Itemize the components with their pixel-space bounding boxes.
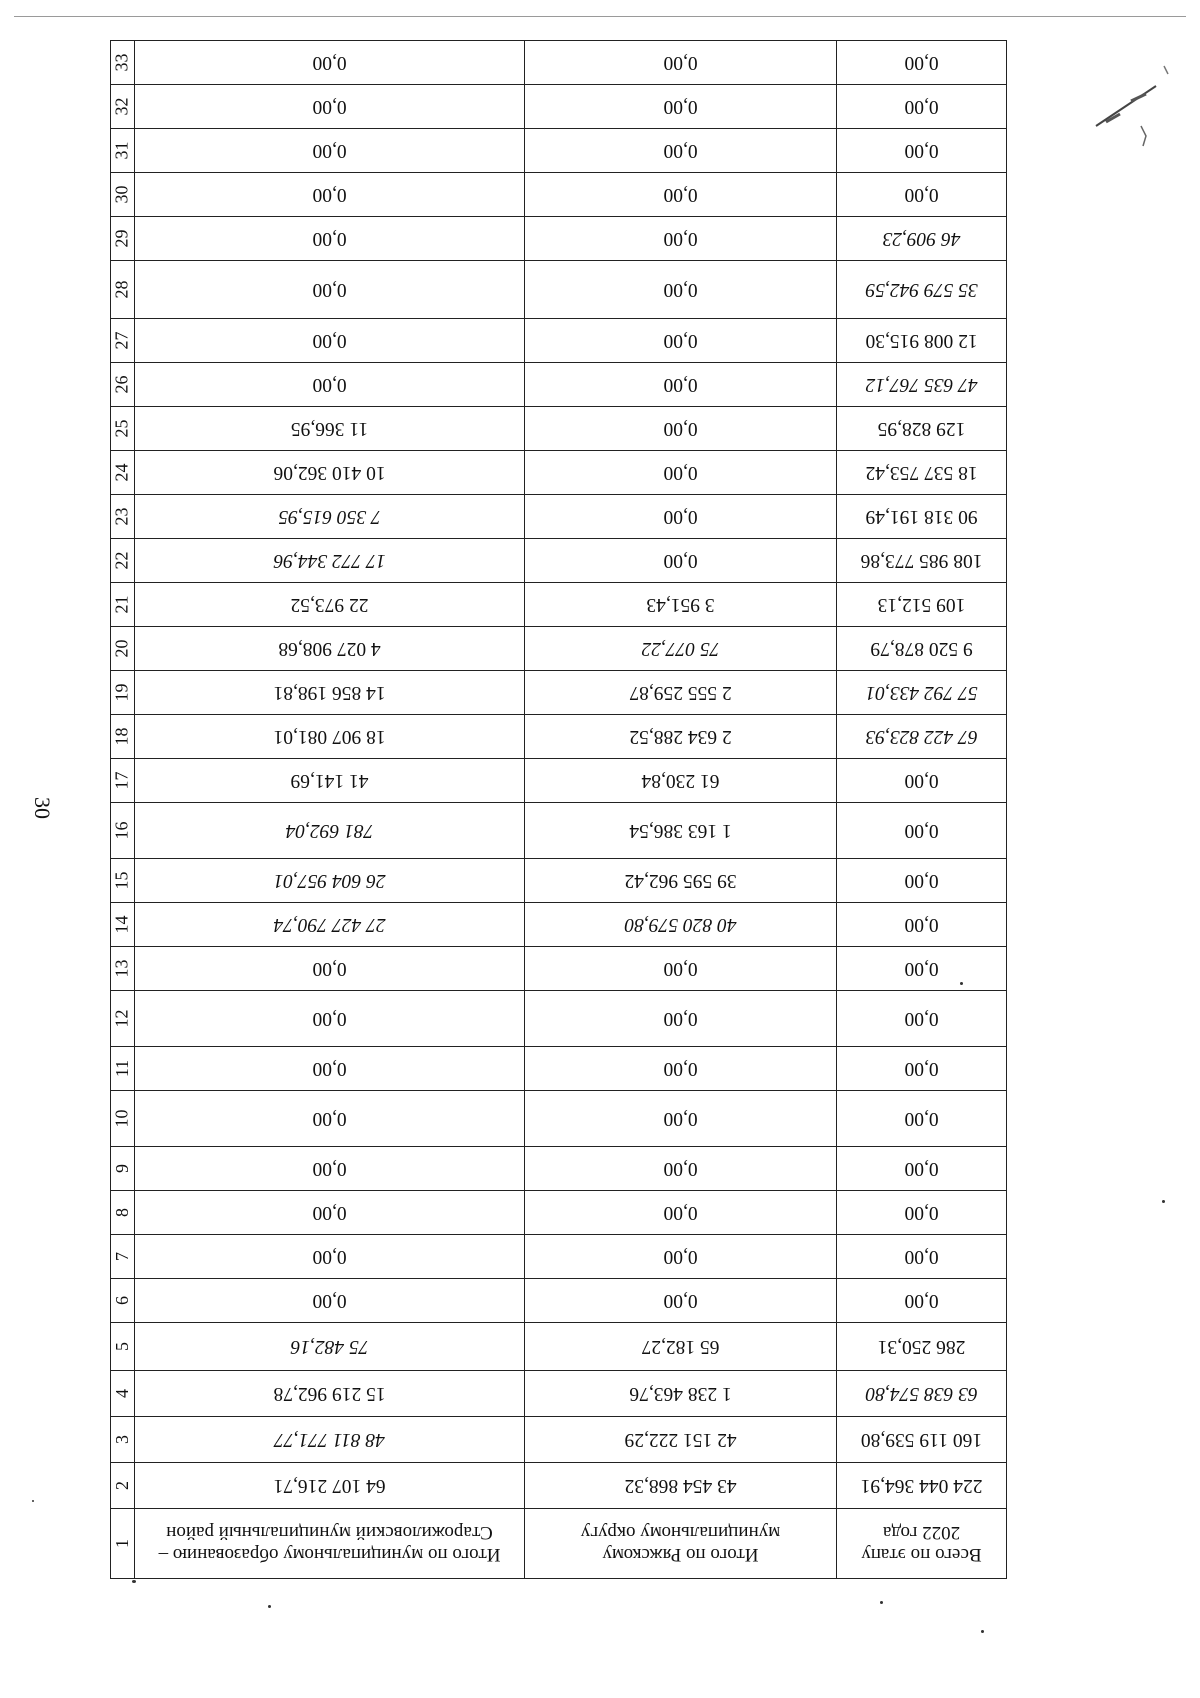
column-number-cell xyxy=(111,407,135,451)
table-row xyxy=(111,1147,1007,1191)
table-cell: 0,00 xyxy=(135,261,525,319)
column-number: 16 xyxy=(112,821,132,840)
column-header: Итого по Ряжскому муниципальному округу xyxy=(525,1509,837,1579)
table-row xyxy=(111,671,1007,715)
table-cell: 7 350 615,95 xyxy=(135,495,525,539)
table-cell: 48 811 771,77 xyxy=(135,1417,525,1463)
column-number-cell xyxy=(111,451,135,495)
table-cell: 1 163 386,54 xyxy=(525,803,837,859)
table-cell: 0,00 xyxy=(135,1047,525,1091)
table-cell: 0,00 xyxy=(837,1235,1007,1279)
table-cell: 0,00 xyxy=(135,1191,525,1235)
column-number-cell xyxy=(111,903,135,947)
column-number-cell xyxy=(111,991,135,1047)
header-row xyxy=(111,1509,1007,1579)
table-cell: 0,00 xyxy=(525,261,837,319)
table-cell: 0,00 xyxy=(525,1091,837,1147)
scan-scribble-mark xyxy=(1086,56,1176,166)
table-cell: 9 520 878,79 xyxy=(837,627,1007,671)
table-row xyxy=(111,41,1007,85)
column-number: 12 xyxy=(112,1009,132,1028)
table-cell: 65 182,27 xyxy=(525,1323,837,1371)
table-cell: 0,00 xyxy=(525,947,837,991)
table-cell: 47 635 767,12 xyxy=(837,363,1007,407)
table-cell: 0,00 xyxy=(525,1191,837,1235)
table-row xyxy=(111,407,1007,451)
column-number-cell xyxy=(111,539,135,583)
table-row xyxy=(111,1191,1007,1235)
column-number-cell xyxy=(111,1509,135,1579)
table-cell: 0,00 xyxy=(837,859,1007,903)
column-number: 25 xyxy=(112,419,132,438)
table-cell: 18 907 081,01 xyxy=(135,715,525,759)
column-number-cell xyxy=(111,173,135,217)
column-number-cell xyxy=(111,41,135,85)
table-cell: 61 230,84 xyxy=(525,759,837,803)
column-number-cell xyxy=(111,859,135,903)
column-number-cell xyxy=(111,1235,135,1279)
table-row xyxy=(111,1463,1007,1509)
table-cell: 4 027 908,68 xyxy=(135,627,525,671)
column-number-cell xyxy=(111,947,135,991)
column-number-cell xyxy=(111,1279,135,1323)
table-row xyxy=(111,759,1007,803)
column-number-cell xyxy=(111,1323,135,1371)
table-row xyxy=(111,451,1007,495)
table-cell: 3 951,43 xyxy=(525,583,837,627)
table-cell: 0,00 xyxy=(135,1235,525,1279)
table-cell: 0,00 xyxy=(525,41,837,85)
table-cell: 160 119 539,80 xyxy=(837,1417,1007,1463)
column-number-cell xyxy=(111,1463,135,1509)
column-number-cell xyxy=(111,129,135,173)
table-cell: 12 008 915,30 xyxy=(837,319,1007,363)
column-number: 2 xyxy=(112,1481,132,1490)
scan-speck xyxy=(960,982,963,985)
table-cell: 0,00 xyxy=(837,903,1007,947)
column-number: 27 xyxy=(112,331,132,350)
table-cell: 18 537 753,42 xyxy=(837,451,1007,495)
table-row xyxy=(111,173,1007,217)
table-cell: 0,00 xyxy=(525,451,837,495)
table-row xyxy=(111,715,1007,759)
table-cell: 0,00 xyxy=(135,85,525,129)
table-cell: 26 604 957,01 xyxy=(135,859,525,903)
table-row xyxy=(111,991,1007,1047)
table-cell: 43 454 868,32 xyxy=(525,1463,837,1509)
table-cell: 75 482,16 xyxy=(135,1323,525,1371)
table-cell: 108 985 773,86 xyxy=(837,539,1007,583)
table-row xyxy=(111,129,1007,173)
table-row xyxy=(111,495,1007,539)
table-cell: 0,00 xyxy=(837,1191,1007,1235)
table-cell: 0,00 xyxy=(525,85,837,129)
table-row xyxy=(111,1235,1007,1279)
table-cell: 0,00 xyxy=(837,41,1007,85)
table-cell: 75 077,22 xyxy=(525,627,837,671)
column-header: Итого по муниципальному образованию – Старожиловский муниципальный район xyxy=(135,1509,525,1579)
table-cell: 63 638 574,80 xyxy=(837,1371,1007,1417)
column-number: 18 xyxy=(112,727,132,746)
table-cell: 2 555 259,87 xyxy=(525,671,837,715)
column-number: 29 xyxy=(112,229,132,248)
column-number: 13 xyxy=(112,959,132,978)
column-number-cell xyxy=(111,1147,135,1191)
table-row xyxy=(111,947,1007,991)
table-cell: 0,00 xyxy=(525,173,837,217)
table-cell: 15 219 962,78 xyxy=(135,1371,525,1417)
column-number-cell xyxy=(111,1047,135,1091)
table-cell: 41 141,69 xyxy=(135,759,525,803)
table-cell: 0,00 xyxy=(525,363,837,407)
column-number-cell xyxy=(111,715,135,759)
table-row xyxy=(111,1417,1007,1463)
table-cell: 0,00 xyxy=(837,1147,1007,1191)
table-row xyxy=(111,261,1007,319)
scan-speck xyxy=(880,1601,883,1604)
table-row xyxy=(111,363,1007,407)
table-cell: 0,00 xyxy=(525,217,837,261)
column-number-cell xyxy=(111,1371,135,1417)
column-number-cell xyxy=(111,217,135,261)
column-number-cell xyxy=(111,803,135,859)
table-cell: 0,00 xyxy=(135,217,525,261)
table-row xyxy=(111,1323,1007,1371)
scan-speck xyxy=(981,1630,984,1633)
table-cell: 0,00 xyxy=(837,991,1007,1047)
table-cell: 781 692,04 xyxy=(135,803,525,859)
table-cell: 0,00 xyxy=(135,363,525,407)
column-number-cell xyxy=(111,583,135,627)
table-row xyxy=(111,583,1007,627)
column-number-cell xyxy=(111,1091,135,1147)
table-row xyxy=(111,859,1007,903)
column-number: 17 xyxy=(112,771,132,790)
table-row xyxy=(111,539,1007,583)
table-cell: 2 634 288,52 xyxy=(525,715,837,759)
table-row xyxy=(111,217,1007,261)
table-cell: 0,00 xyxy=(525,319,837,363)
column-number: 30 xyxy=(112,185,132,204)
table-cell: 0,00 xyxy=(837,759,1007,803)
column-number: 23 xyxy=(112,507,132,526)
table-cell: 90 318 191,49 xyxy=(837,495,1007,539)
table-cell: 0,00 xyxy=(837,129,1007,173)
table-cell: 0,00 xyxy=(837,1279,1007,1323)
table-cell: 0,00 xyxy=(837,1091,1007,1147)
column-number-cell xyxy=(111,759,135,803)
table-row xyxy=(111,1047,1007,1091)
table-cell: 0,00 xyxy=(135,319,525,363)
column-number: 31 xyxy=(112,141,132,160)
table-cell: 1 238 463,76 xyxy=(525,1371,837,1417)
column-number: 3 xyxy=(112,1435,132,1444)
table-cell: 64 107 216,71 xyxy=(135,1463,525,1509)
table-cell: 57 792 433,01 xyxy=(837,671,1007,715)
column-number: 15 xyxy=(112,871,132,890)
table-cell: 0,00 xyxy=(525,1235,837,1279)
column-number-cell xyxy=(111,1191,135,1235)
table-cell: 0,00 xyxy=(135,41,525,85)
table-cell: 224 044 364,91 xyxy=(837,1463,1007,1509)
column-number: 5 xyxy=(112,1342,132,1351)
column-number: 7 xyxy=(112,1252,132,1261)
table-cell: 0,00 xyxy=(135,129,525,173)
column-number-cell xyxy=(111,85,135,129)
table-cell: 286 250,31 xyxy=(837,1323,1007,1371)
table-cell: 0,00 xyxy=(135,1279,525,1323)
column-number: 21 xyxy=(112,595,132,614)
table-cell: 14 856 198,81 xyxy=(135,671,525,715)
table-row xyxy=(111,1091,1007,1147)
data-table xyxy=(110,40,1007,1579)
table-cell: 67 422 823,93 xyxy=(837,715,1007,759)
column-number-cell xyxy=(111,319,135,363)
table-cell: 0,00 xyxy=(837,803,1007,859)
table-cell: 0,00 xyxy=(525,1279,837,1323)
table-cell: 10 410 362,06 xyxy=(135,451,525,495)
table-cell: 0,00 xyxy=(525,495,837,539)
column-number-cell xyxy=(111,495,135,539)
scan-speck xyxy=(268,1605,271,1608)
column-number: 11 xyxy=(112,1059,132,1078)
table-cell: 0,00 xyxy=(135,1147,525,1191)
table-cell: 0,00 xyxy=(525,407,837,451)
column-number: 28 xyxy=(112,280,132,299)
table-cell: 129 828,95 xyxy=(837,407,1007,451)
table-cell: 17 772 344,96 xyxy=(135,539,525,583)
column-number-cell xyxy=(111,363,135,407)
table-cell: 0,00 xyxy=(135,173,525,217)
table-cell: 0,00 xyxy=(837,1047,1007,1091)
column-header: Всего по этапу 2022 года xyxy=(837,1509,1007,1579)
table-cell: 0,00 xyxy=(525,1047,837,1091)
column-number-cell xyxy=(111,261,135,319)
table-cell: 11 366,95 xyxy=(135,407,525,451)
scan-speck xyxy=(132,1580,136,1583)
table-cell: 0,00 xyxy=(525,129,837,173)
table-row xyxy=(111,903,1007,947)
table-cell: 35 579 942,59 xyxy=(837,261,1007,319)
table-cell: 46 909,23 xyxy=(837,217,1007,261)
table-cell: 0,00 xyxy=(837,173,1007,217)
column-number: 10 xyxy=(112,1109,132,1128)
column-number: 9 xyxy=(112,1164,132,1173)
table-cell: 22 973,52 xyxy=(135,583,525,627)
table-cell: 0,00 xyxy=(135,1091,525,1147)
column-number: 6 xyxy=(112,1296,132,1305)
table-row xyxy=(111,627,1007,671)
column-number: 1 xyxy=(112,1539,132,1548)
table-row xyxy=(111,1371,1007,1417)
table-cell: 0,00 xyxy=(837,85,1007,129)
table-row xyxy=(111,319,1007,363)
column-number-cell xyxy=(111,1417,135,1463)
scan-speck xyxy=(32,1500,34,1502)
table-cell: 0,00 xyxy=(135,991,525,1047)
column-number: 24 xyxy=(112,463,132,482)
table-cell: 27 427 790,74 xyxy=(135,903,525,947)
scan-speck xyxy=(1162,1200,1165,1203)
table-cell: 42 151 222,29 xyxy=(525,1417,837,1463)
column-number: 4 xyxy=(112,1389,132,1398)
column-number: 22 xyxy=(112,551,132,570)
column-number: 8 xyxy=(112,1208,132,1217)
column-number: 19 xyxy=(112,683,132,702)
table-row xyxy=(111,85,1007,129)
column-number-cell xyxy=(111,627,135,671)
column-number: 32 xyxy=(112,97,132,116)
table-cell: 0,00 xyxy=(525,991,837,1047)
page-top-rule xyxy=(14,16,1186,17)
table-cell: 0,00 xyxy=(525,1147,837,1191)
table-cell: 40 820 579,80 xyxy=(525,903,837,947)
page-number: 30 xyxy=(30,797,55,819)
table-cell: 0,00 xyxy=(135,947,525,991)
column-number: 33 xyxy=(112,53,132,72)
column-number: 26 xyxy=(112,375,132,394)
column-number: 20 xyxy=(112,639,132,658)
table-cell: 0,00 xyxy=(525,539,837,583)
table-cell: 39 595 962,42 xyxy=(525,859,837,903)
table-row xyxy=(111,803,1007,859)
table-row xyxy=(111,1279,1007,1323)
table-cell: 109 512,13 xyxy=(837,583,1007,627)
column-number: 14 xyxy=(112,915,132,934)
column-number-cell xyxy=(111,671,135,715)
table-cell: 0,00 xyxy=(837,947,1007,991)
